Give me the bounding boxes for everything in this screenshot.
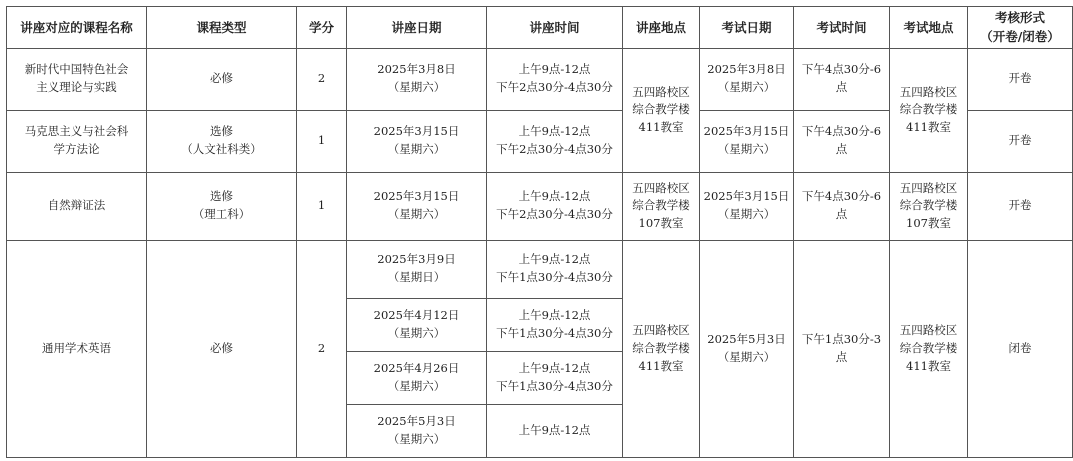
place-line: 411教室 — [638, 120, 684, 135]
exam-time-cell — [794, 240, 890, 457]
date-cell — [347, 404, 487, 457]
weekday-line: （星期六） — [387, 142, 446, 157]
exam-time-line: 下午4点30分-6 — [801, 189, 882, 204]
date-cell — [347, 240, 487, 298]
date-cell — [347, 172, 487, 240]
time-cell — [487, 48, 623, 110]
weekday-line: （星期六） — [387, 80, 446, 95]
exam-form-cell: 开卷 — [968, 110, 1073, 172]
weekday-line: （星期六） — [387, 325, 446, 340]
date-line: 2025年4月26日 — [373, 360, 460, 375]
course-cell — [7, 48, 147, 110]
course-cell — [7, 110, 147, 172]
table-row — [7, 172, 1073, 240]
course-line: 新时代中国特色社会 — [24, 62, 129, 77]
exam-place-cell — [890, 48, 968, 172]
time-cell — [487, 298, 623, 351]
exam-form-cell: 开卷 — [968, 48, 1073, 110]
place-line: 五四路校区 — [632, 84, 690, 99]
exam-date-line: 2025年3月15日 — [703, 124, 790, 139]
time-cell — [487, 240, 623, 298]
header-row — [7, 7, 1073, 49]
place-line: 五四路校区 — [632, 323, 690, 338]
time-cell — [487, 110, 623, 172]
weekday-line: （星期六） — [387, 431, 446, 446]
time-line: 上午9点-12点 — [518, 62, 591, 77]
time-cell — [487, 172, 623, 240]
header-type: 课程类型 — [147, 7, 297, 49]
exam-date-line: 2025年5月3日 — [707, 331, 786, 346]
time-line: 上午9点-12点 — [518, 189, 591, 204]
header-time: 讲座时间 — [487, 7, 623, 49]
time-line: 下午1点30分-4点30分 — [496, 325, 613, 340]
type-cell: 必修 — [147, 48, 297, 110]
place-line: 综合教学楼 — [632, 102, 690, 117]
course-cell: 自然辩证法 — [7, 172, 147, 240]
header-exam-date: 考试日期 — [700, 7, 794, 49]
exam-time-line: 下午1点30分-3 — [801, 331, 882, 346]
exam-place-line: 411教室 — [906, 358, 951, 373]
time-line: 上午9点-12点 — [518, 307, 591, 322]
type-line: （理工科） — [192, 207, 251, 222]
date-cell — [347, 110, 487, 172]
type-cell — [147, 172, 297, 240]
place-line: 综合教学楼 — [632, 340, 690, 355]
exam-weekday-line: （星期六） — [717, 349, 776, 364]
type-line: 选修 — [210, 189, 233, 204]
credit-cell: 2 — [297, 48, 347, 110]
exam-form-cell: 闭卷 — [968, 240, 1073, 457]
exam-time-line: 点 — [835, 142, 848, 157]
date-cell — [347, 48, 487, 110]
exam-place-line: 综合教学楼 — [899, 198, 958, 213]
exam-weekday-line: （星期六） — [717, 142, 776, 157]
time-cell: 上午9点-12点 — [487, 404, 623, 457]
exam-time-line: 下午4点30分-6 — [801, 62, 882, 77]
place-line: 107教室 — [638, 216, 684, 231]
type-line: 选修 — [210, 124, 233, 139]
header-course: 讲座对应的课程名称 — [7, 7, 147, 49]
exam-time-line: 下午4点30分-6 — [801, 124, 882, 139]
exam-time-line: 点 — [835, 349, 848, 364]
course-line: 学方法论 — [53, 142, 100, 157]
header-exam-form-line2: （开卷/闭卷） — [980, 29, 1060, 45]
date-line: 2025年3月8日 — [377, 62, 456, 77]
header-exam-place: 考试地点 — [890, 7, 968, 49]
exam-place-line: 五四路校区 — [899, 180, 958, 195]
schedule-table — [6, 6, 1073, 458]
exam-weekday-line: （星期六） — [717, 207, 776, 222]
exam-place-line: 五四路校区 — [899, 84, 958, 99]
exam-place-line: 411教室 — [906, 120, 951, 135]
exam-place-cell — [890, 240, 968, 457]
exam-weekday-line: （星期六） — [717, 80, 776, 95]
exam-time-line: 点 — [835, 80, 848, 95]
time-line: 下午2点30分-4点30分 — [496, 207, 613, 222]
exam-date-line: 2025年3月15日 — [703, 189, 790, 204]
exam-time-line: 点 — [835, 207, 848, 222]
date-line: 2025年3月9日 — [377, 252, 456, 267]
weekday-line: （星期六） — [387, 378, 446, 393]
exam-place-cell — [890, 172, 968, 240]
date-cell — [347, 298, 487, 351]
table-row — [7, 240, 1073, 298]
time-line: 下午2点30分-4点30分 — [496, 80, 613, 95]
time-line: 上午9点-12点 — [518, 360, 591, 375]
date-cell — [347, 351, 487, 404]
date-line: 2025年4月12日 — [373, 307, 460, 322]
date-line: 2025年3月15日 — [373, 124, 460, 139]
exam-form-cell: 开卷 — [968, 172, 1073, 240]
course-cell: 通用学术英语 — [7, 240, 147, 457]
exam-date-cell — [700, 172, 794, 240]
exam-place-line: 107教室 — [906, 216, 951, 231]
exam-time-cell — [794, 172, 890, 240]
exam-date-line: 2025年3月8日 — [707, 62, 786, 77]
course-line: 马克思主义与社会科 — [24, 124, 129, 139]
place-cell — [623, 240, 700, 457]
header-exam-form-line1: 考核形式 — [994, 10, 1045, 25]
type-line: （人文社科类） — [181, 142, 262, 157]
date-line: 2025年5月3日 — [377, 413, 456, 428]
type-cell: 必修 — [147, 240, 297, 457]
time-line: 上午9点-12点 — [518, 124, 591, 139]
exam-time-cell — [794, 110, 890, 172]
credit-cell: 2 — [297, 240, 347, 457]
exam-place-line: 五四路校区 — [899, 323, 958, 338]
date-line: 2025年3月15日 — [373, 189, 460, 204]
time-line: 下午1点30分-4点30分 — [496, 378, 613, 393]
header-credit: 学分 — [297, 7, 347, 49]
place-cell — [623, 48, 700, 172]
header-place: 讲座地点 — [623, 7, 700, 49]
time-line: 上午9点-12点 — [518, 252, 591, 267]
weekday-line: （星期六） — [387, 207, 446, 222]
place-line: 综合教学楼 — [632, 198, 690, 213]
type-cell — [147, 110, 297, 172]
exam-date-cell — [700, 110, 794, 172]
place-cell — [623, 172, 700, 240]
time-line: 下午1点30分-4点30分 — [496, 270, 613, 285]
course-line: 主义理论与实践 — [36, 80, 117, 95]
weekday-line: （星期日） — [387, 270, 446, 285]
header-exam-time: 考试时间 — [794, 7, 890, 49]
exam-time-cell — [794, 48, 890, 110]
credit-cell: 1 — [297, 110, 347, 172]
place-line: 五四路校区 — [632, 180, 690, 195]
header-date: 讲座日期 — [347, 7, 487, 49]
exam-place-line: 综合教学楼 — [899, 340, 958, 355]
exam-date-cell — [700, 240, 794, 457]
exam-date-cell — [700, 48, 794, 110]
exam-place-line: 综合教学楼 — [899, 102, 958, 117]
place-line: 411教室 — [638, 358, 684, 373]
time-cell — [487, 351, 623, 404]
header-exam-form — [968, 7, 1073, 49]
table-row — [7, 48, 1073, 110]
credit-cell: 1 — [297, 172, 347, 240]
time-line: 下午2点30分-4点30分 — [496, 142, 613, 157]
